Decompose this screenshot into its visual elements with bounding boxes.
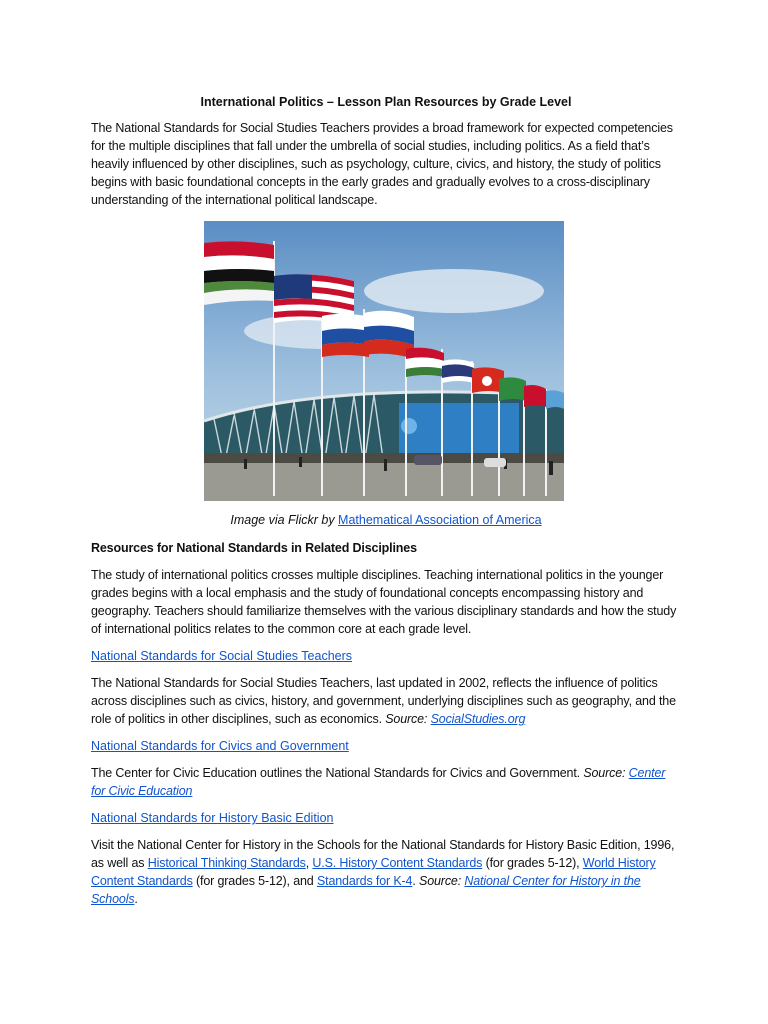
us-history-link[interactable]: U.S. History Content Standards xyxy=(312,856,483,870)
socialstudies-source-link[interactable]: SocialStudies.org xyxy=(430,712,526,726)
social-studies-paragraph xyxy=(91,674,681,728)
grade-note: (for grades 5-12), xyxy=(482,856,583,870)
source-label: Source: xyxy=(419,874,465,888)
flags-photo-graphic xyxy=(204,221,564,501)
civics-standards-link[interactable]: National Standards for Civics and Government xyxy=(91,739,349,753)
historical-thinking-link[interactable]: Historical Thinking Standards xyxy=(147,856,306,870)
page-title: International Politics – Lesson Plan Resources by Grade Level xyxy=(200,95,572,109)
separator: , xyxy=(305,856,313,870)
history-paragraph xyxy=(91,836,681,908)
intro-paragraph: The National Standards for Social Studies Teachers provides a broad framework for expected competencies for the multiple disciplines that fall under the umbrella of social studies, including politics. As a field that’s heavily influenced by other disciplines, such as psychology, culture, civics, and history, the study of politics begins with basic foundational concepts in the early grades and gradually evolves to a cross-disciplinary understanding of the international political landscape. xyxy=(91,121,673,207)
period: . xyxy=(134,892,138,906)
social-studies-text: The National Standards for Social Studies Teachers, last updated in 2002, reflects the influence of politics across disciplines such as civics, history, and government, underlying disciplines such as geography, and the role of politics in other disciplines, such as economics. xyxy=(91,676,676,726)
caption-link[interactable]: Mathematical Association of America xyxy=(338,513,542,527)
document-content xyxy=(91,94,681,917)
flags-photo xyxy=(204,221,564,501)
grade-note: (for grades 5-12), and xyxy=(192,874,317,888)
k4-standards-link[interactable]: Standards for K-4 xyxy=(316,874,413,888)
civics-paragraph xyxy=(91,764,681,800)
civics-text: The Center for Civic Education outlines the National Standards for Civics and Government. xyxy=(91,766,584,780)
section-heading: Resources for National Standards in Related Disciplines xyxy=(91,541,417,555)
history-text: Visit the National Center for History in the Schools for the National Standards for History Basic Edition, 1996, as well as xyxy=(91,838,675,870)
section-paragraph: The study of international politics crosses multiple disciplines. Teaching international politics in the younger grades begins with a local emphasis and the study of foundational concepts encompassing history and geography. Teachers should familiarize themselves with the various disciplinary standards and how the study of international politics relates to the common core at each grade level. xyxy=(91,568,677,636)
world-history-link[interactable]: World History Content Standards xyxy=(91,856,656,888)
source-label: Source: xyxy=(583,766,629,780)
period: . xyxy=(412,874,420,888)
history-standards-link[interactable]: National Standards for History Basic Edition xyxy=(91,811,334,825)
civic-education-source-link[interactable]: Center for Civic Education xyxy=(91,766,666,798)
source-label: Source: xyxy=(385,712,431,726)
caption-text: Image via Flickr by xyxy=(230,513,339,527)
image-caption xyxy=(91,511,681,529)
nchs-source-link[interactable]: National Center for History in the Schools xyxy=(91,874,641,906)
social-studies-standards-link[interactable]: National Standards for Social Studies Teachers xyxy=(91,649,353,663)
